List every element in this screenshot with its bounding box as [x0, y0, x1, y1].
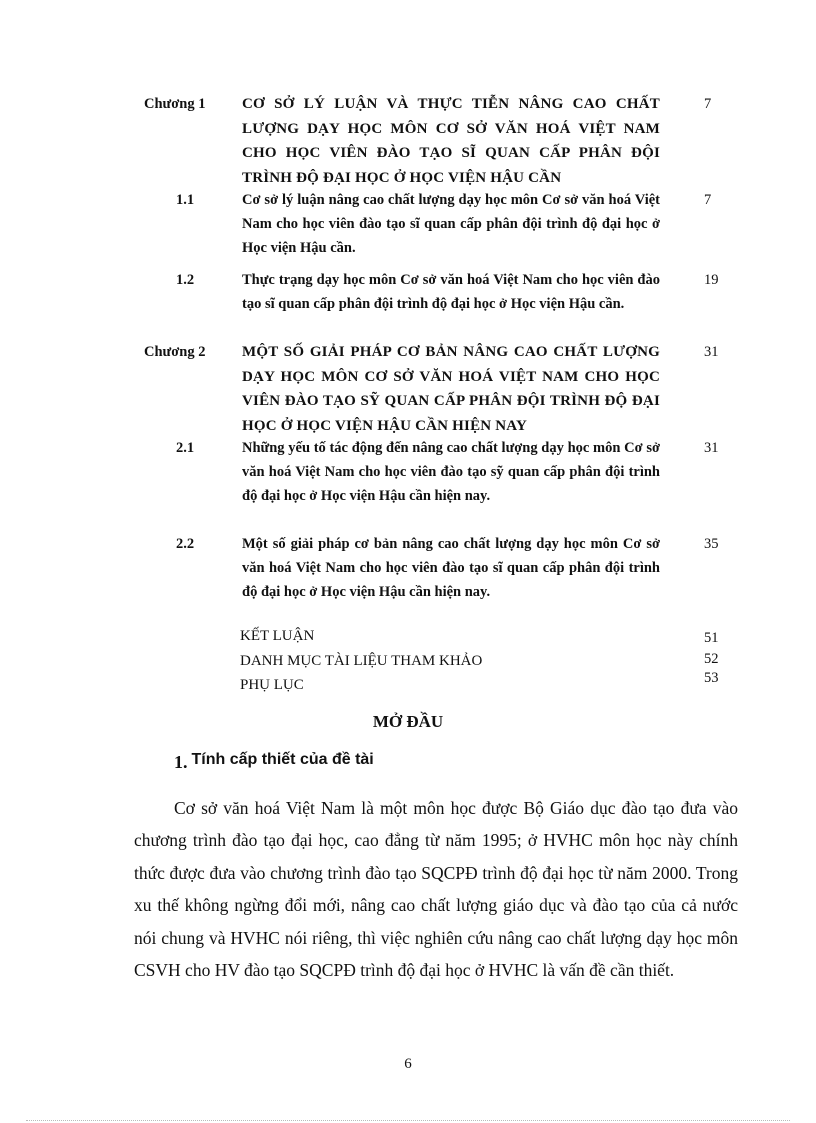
toc-page: 53 [704, 670, 719, 686]
page-bottom-rule [26, 1120, 790, 1121]
toc-title: MỘT SỐ GIẢI PHÁP CƠ BẢN NÂNG CAO CHẤT LƯỢNG DẠY HỌC MÔN CƠ SỞ VĂN HOÁ VIỆT NAM CHO HỌC VIÊN ĐÀO TẠO SỸ QUAN CẤP PHÂN ĐỘI TRÌNH ĐỘ ĐẠI HỌC Ở HỌC VIỆN HẬU CẦN HIỆN NAY [242, 344, 660, 434]
toc-title: Thực trạng dạy học môn Cơ sở văn hoá Việt Nam cho học viên đào tạo sĩ quan cấp phân đội trình độ đại học ở Học viện Hậu cần. [242, 272, 660, 312]
body-paragraph: Cơ sở văn hoá Việt Nam là một môn học được Bộ Giáo dục đào tạo đưa vào chương trình đào tạo đại học, cao đẳng từ năm 1995; ở HVHC môn học này chính thức được đưa vào chương trình đào tạo SQCPĐ trình độ đại học từ năm 2000. Trong xu thế không ngừng đổi mới, nâng cao chất lượng giáo dục và đào tạo của cả nước nói chung và HVHC nói riêng, thì việc nghiên cứu nâng cao chất lượng dạy học môn CSVH cho HV đào tạo SQCPĐ trình độ đại học ở HVHC là vấn đề cần thiết. [134, 797, 738, 980]
toc-title: CƠ SỞ LÝ LUẬN VÀ THỰC TIỄN NÂNG CAO CHẤT LƯỢNG DẠY HỌC MÔN CƠ SỞ VĂN HOÁ VIỆT NAM CHO HỌC VIÊN ĐÀO TẠO SĨ QUAN CẤP PHÂN ĐỘI TRÌNH ĐỘ ĐẠI HỌC Ở HỌC VIỆN HẬU CẦN [242, 96, 660, 186]
toc-page: 7 [704, 96, 712, 112]
toc-label: 1.2 [176, 272, 195, 288]
toc-title: DANH MỤC TÀI LIỆU THAM KHẢO [240, 653, 483, 669]
toc-page: 19 [704, 272, 719, 288]
toc-label: 1.1 [176, 192, 195, 208]
section-heading-introduction: MỞ ĐẦU [372, 712, 444, 731]
toc-label: 2.1 [176, 440, 195, 456]
toc-title: Một số giải pháp cơ bản nâng cao chất lượng dạy học môn Cơ sở văn hoá Việt Nam cho học viên đào tạo sĩ quan cấp phân đội trình độ đại học ở Học viện Hậu cần hiện nay. [242, 536, 660, 600]
subsection-number: 1. [174, 752, 188, 772]
toc-page: 31 [704, 440, 719, 456]
toc-title: KẾT LUẬN [240, 628, 315, 644]
toc-label: Chương 2 [144, 344, 206, 360]
subsection-heading [174, 748, 374, 772]
toc-title: Cơ sở lý luận nâng cao chất lượng dạy học môn Cơ sở văn hoá Việt Nam cho học viên đào tạo sĩ quan cấp phân đội trình độ đại học ở Học viện Hậu cần. [242, 192, 660, 256]
subsection-title: Tính cấp thiết của đề tài [191, 751, 374, 768]
toc-title: Những yếu tố tác động đến nâng cao chất lượng dạy học môn Cơ sở văn hoá Việt Nam cho học viên đào tạo sỹ quan cấp phân đội trình độ đại học ở Học viện Hậu cần hiện nay. [242, 440, 660, 504]
page-number: 6 [404, 1056, 412, 1072]
toc-page: 51 [704, 630, 719, 646]
toc-label: 2.2 [176, 536, 195, 552]
toc-page: 52 [704, 651, 719, 667]
toc-page: 35 [704, 536, 719, 552]
toc-page: 31 [704, 344, 719, 360]
toc-title: PHỤ LỤC [240, 677, 304, 693]
toc-label: Chương 1 [144, 96, 206, 112]
toc-page: 7 [704, 192, 712, 208]
